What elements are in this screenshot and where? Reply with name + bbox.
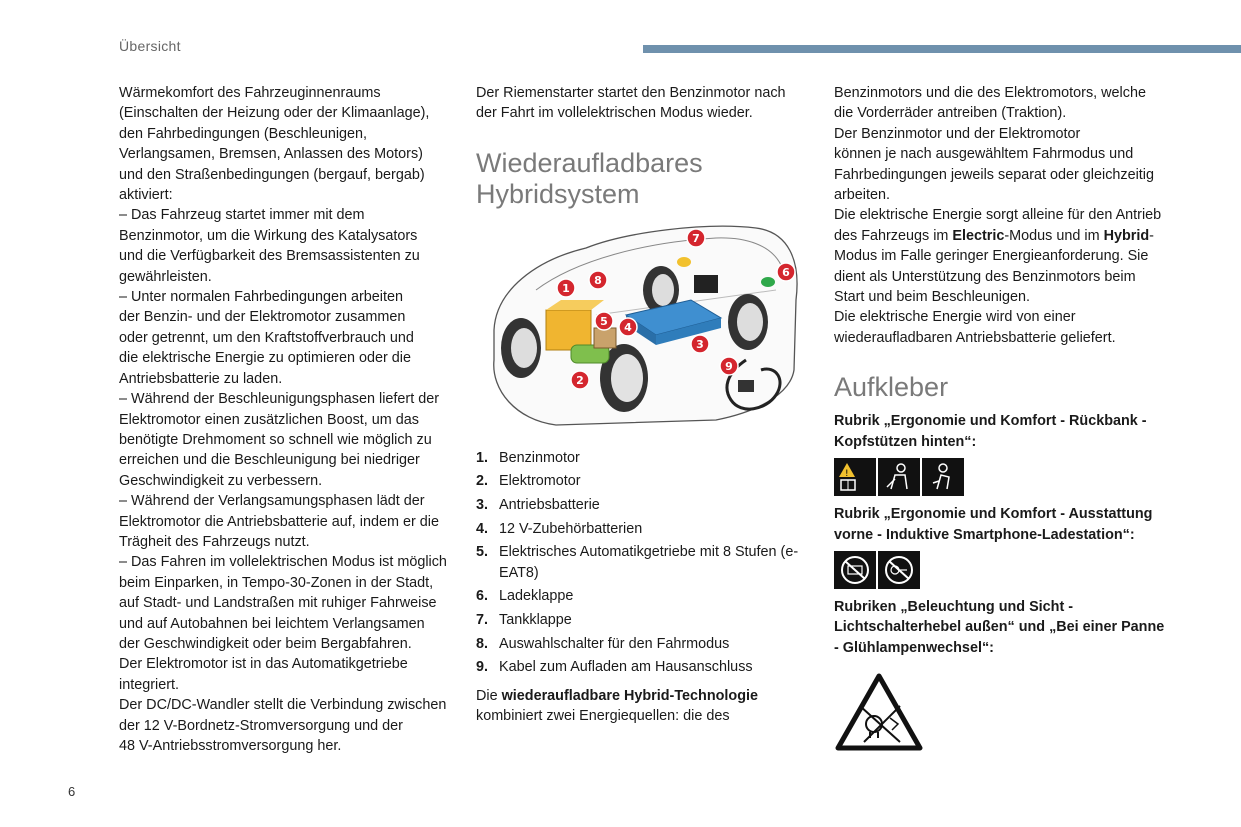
rubric-rear-headrests: Rubrik „Ergonomie und Komfort - Rückbank - Kopfstützen hinten“: bbox=[834, 413, 1147, 450]
seat-headrest-icon bbox=[878, 458, 920, 496]
page-section-title: Übersicht bbox=[119, 38, 181, 54]
legend-item bbox=[476, 586, 806, 607]
svg-text:1: 1 bbox=[562, 281, 570, 295]
body-line: und die Verfügbarkeit des Bremsassistenten zu bbox=[119, 248, 420, 265]
callout-8 bbox=[589, 271, 607, 289]
sticker-row bbox=[834, 458, 1174, 496]
body-line: arbeiten. bbox=[834, 187, 891, 204]
callout-1 bbox=[557, 279, 575, 297]
callout-7 bbox=[687, 229, 705, 247]
svg-text:7: 7 bbox=[692, 231, 700, 245]
legend-text: Benzinmotor bbox=[499, 449, 580, 466]
wheel bbox=[728, 294, 768, 350]
body-line: Die elektrische Energie wird von einer bbox=[834, 309, 1076, 326]
legend-text: Auswahlschalter für den Fahrmodus bbox=[499, 635, 730, 652]
body-line: Trägheit des Fahrzeugs nutzt. bbox=[119, 533, 310, 550]
hybrid-technology-text: kombiniert zwei Energiequellen: die des bbox=[476, 708, 730, 725]
sticker-row bbox=[834, 551, 1174, 589]
svg-text:!: ! bbox=[845, 469, 849, 480]
body-line: können je nach ausgewähltem Fahrmodus und bbox=[834, 146, 1134, 163]
callout-2 bbox=[571, 371, 589, 389]
body-line: Benzinmotor, um die Wirkung des Katalysators bbox=[119, 227, 418, 244]
body-line: integriert. bbox=[119, 676, 179, 693]
gearbox bbox=[594, 328, 616, 348]
hybrid-technology-text: Die wiederaufladbare Hybrid-Technologie bbox=[476, 687, 759, 704]
legend-text: Elektrisches Automatikgetriebe mit 8 Stufen (e-EAT8) bbox=[499, 544, 799, 581]
body-line: – Unter normalen Fahrbedingungen arbeiten bbox=[119, 289, 404, 306]
legend-number: 8. bbox=[476, 635, 489, 652]
legend-item bbox=[476, 495, 806, 516]
column-2 bbox=[476, 83, 806, 727]
legend-number: 3. bbox=[476, 497, 489, 513]
page-number: 6 bbox=[68, 784, 76, 799]
body-line: oder getrennt, um den Kraftstoffverbrauch und bbox=[119, 329, 414, 346]
callout-3 bbox=[691, 335, 709, 353]
legend-text: Tankklappe bbox=[499, 611, 572, 628]
legend-number: 2. bbox=[476, 473, 489, 490]
body-line: die elektrische Energie zu optimieren oder die bbox=[119, 350, 411, 367]
accessory-battery bbox=[694, 275, 718, 293]
body-line: Verlangsamen, Bremsen, Anlassen des Motors) bbox=[119, 146, 423, 163]
body-line: Wärmekomfort des Fahrzeuginnenraums bbox=[119, 85, 381, 101]
rubric-lighting: Rubriken „Beleuchtung und Sicht - Lichtschalterhebel außen“ und „Bei einer Panne - Glühlampenwechsel“: bbox=[834, 598, 1165, 656]
rubric-induction-charging: Rubrik „Ergonomie und Komfort - Ausstattung vorne - Induktive Smartphone-Ladestation“: bbox=[834, 506, 1153, 543]
body-line: Benzinmotors und die des Elektromotors, welche bbox=[834, 85, 1146, 101]
callout-6 bbox=[777, 263, 795, 281]
body-line: – Das Fahrzeug startet immer mit dem bbox=[119, 207, 365, 224]
body-line: 48 V-Antriebsstromversorgung her. bbox=[119, 738, 342, 754]
legend-item bbox=[476, 657, 806, 678]
warning-book-icon bbox=[834, 458, 876, 496]
body-line: der Benzin- und der Elektromotor zusammen bbox=[119, 309, 406, 326]
legend-item bbox=[476, 471, 806, 492]
body-line: – Während der Beschleunigungsphasen liefert der bbox=[119, 391, 439, 408]
svg-text:3: 3 bbox=[696, 337, 704, 351]
fuel-flap bbox=[677, 257, 691, 267]
body-line: des Fahrzeugs im Electric-Modus und im Hybrid- bbox=[834, 227, 1154, 244]
legend-number: 1. bbox=[476, 449, 489, 466]
column-3 bbox=[834, 83, 1174, 759]
body-line: gewährleisten. bbox=[119, 268, 212, 285]
body-line: – Während der Verlangsamungsphasen lädt der bbox=[119, 493, 425, 510]
legend-number: 9. bbox=[476, 659, 489, 676]
column-1 bbox=[119, 83, 459, 756]
svg-text:5: 5 bbox=[600, 314, 608, 328]
legend-item bbox=[476, 610, 806, 631]
intro-line: Der Riemenstarter startet den Benzinmotor nach bbox=[476, 85, 786, 101]
body-line: benötigte Drehmoment so schnell wie möglich zu bbox=[119, 431, 432, 448]
person-seat-icon bbox=[922, 458, 964, 496]
stickers-title: Aufkleber bbox=[834, 372, 949, 403]
body-line: Elektromotor die Antriebsbatterie auf, indem er die bbox=[119, 513, 439, 530]
body-line: Modus im Falle geringer Energieanforderung. Sie bbox=[834, 248, 1149, 265]
body-line: aktiviert: bbox=[119, 187, 173, 204]
body-line: den Fahrbedingungen (Beschleunigen, bbox=[119, 125, 368, 142]
body-line: erreichen und die Beschleunigung bei niedriger bbox=[119, 452, 420, 469]
body-line: – Das Fahren im vollelektrischen Modus ist möglich bbox=[119, 554, 447, 571]
body-line: und auf Autobahnen bei leichtem Verlangsamen bbox=[119, 615, 425, 632]
charging-flap bbox=[761, 277, 775, 287]
svg-text:2: 2 bbox=[576, 373, 584, 387]
legend-item bbox=[476, 519, 806, 540]
legend-number: 5. bbox=[476, 544, 489, 561]
svg-text:8: 8 bbox=[594, 273, 602, 287]
legend-item bbox=[476, 448, 806, 469]
intro-line: der Fahrt im vollelektrischen Modus wieder. bbox=[476, 105, 753, 122]
body-line: der 12 V-Bordnetz-Stromversorgung und der bbox=[119, 717, 403, 734]
body-line: auf Stadt- und Landstraßen mit ruhiger Fahrweise bbox=[119, 595, 437, 612]
component-legend bbox=[476, 448, 806, 678]
svg-text:9: 9 bbox=[725, 359, 733, 373]
body-line: Der DC/DC-Wandler stellt die Verbindung zwischen bbox=[119, 697, 447, 714]
wheel bbox=[501, 318, 541, 378]
body-line: Start und beim Beschleunigen. bbox=[834, 289, 1030, 306]
body-line: (Einschalten der Heizung oder der Klimaanlage), bbox=[119, 105, 430, 122]
body-line: die Vorderräder antreiben (Traktion). bbox=[834, 105, 1067, 122]
legend-text: Kabel zum Aufladen am Hausanschluss bbox=[499, 659, 753, 676]
body-line: Antriebsbatterie zu laden. bbox=[119, 370, 283, 387]
hybrid-car-diagram bbox=[476, 220, 806, 430]
body-line: Geschwindigkeit zu verbessern. bbox=[119, 472, 323, 489]
svg-text:4: 4 bbox=[624, 320, 632, 334]
callout-9 bbox=[720, 357, 738, 375]
body-line: Der Elektromotor ist in das Automatikgetriebe bbox=[119, 656, 408, 673]
callout-5 bbox=[595, 312, 613, 330]
body-line: und den Straßenbedingungen (bergauf, bergab) bbox=[119, 166, 425, 183]
car-cutaway-illustration bbox=[476, 220, 806, 430]
svg-text:6: 6 bbox=[782, 265, 790, 279]
legend-number: 7. bbox=[476, 611, 489, 628]
legend-item bbox=[476, 542, 806, 583]
hybrid-system-title: Wiederaufladbares Hybridsystem bbox=[476, 147, 703, 209]
body-line: Der Benzinmotor und der Elektromotor bbox=[834, 125, 1081, 142]
no-card-icon bbox=[834, 551, 876, 589]
legend-text: 12 V-Zubehörbatterien bbox=[499, 520, 643, 537]
hot-bulb-warning-icon bbox=[834, 672, 924, 752]
body-line: dient als Unterstützung des Benzinmotors beim bbox=[834, 268, 1136, 285]
body-line: Fahrbedingungen jeweils separat oder gleichzeitig bbox=[834, 166, 1154, 183]
no-key-icon bbox=[878, 551, 920, 589]
legend-item bbox=[476, 634, 806, 655]
body-line: Die elektrische Energie sorgt alleine für den Antrieb bbox=[834, 207, 1162, 224]
legend-text: Ladeklappe bbox=[499, 588, 574, 605]
legend-text: Elektromotor bbox=[499, 473, 581, 490]
body-line: wiederaufladbaren Antriebsbatterie geliefert. bbox=[834, 329, 1116, 346]
legend-number: 6. bbox=[476, 588, 489, 605]
legend-text: Antriebsbatterie bbox=[499, 497, 600, 513]
body-line: beim Einparken, in Tempo-30-Zonen in der Stadt, bbox=[119, 574, 434, 591]
callout-4 bbox=[619, 318, 637, 336]
body-line: der Geschwindigkeit oder beim Bergabfahren. bbox=[119, 635, 412, 652]
legend-number: 4. bbox=[476, 520, 489, 537]
body-line: Elektromotor einen zusätzlichen Boost, um das bbox=[119, 411, 419, 428]
header-bar bbox=[643, 45, 1241, 53]
